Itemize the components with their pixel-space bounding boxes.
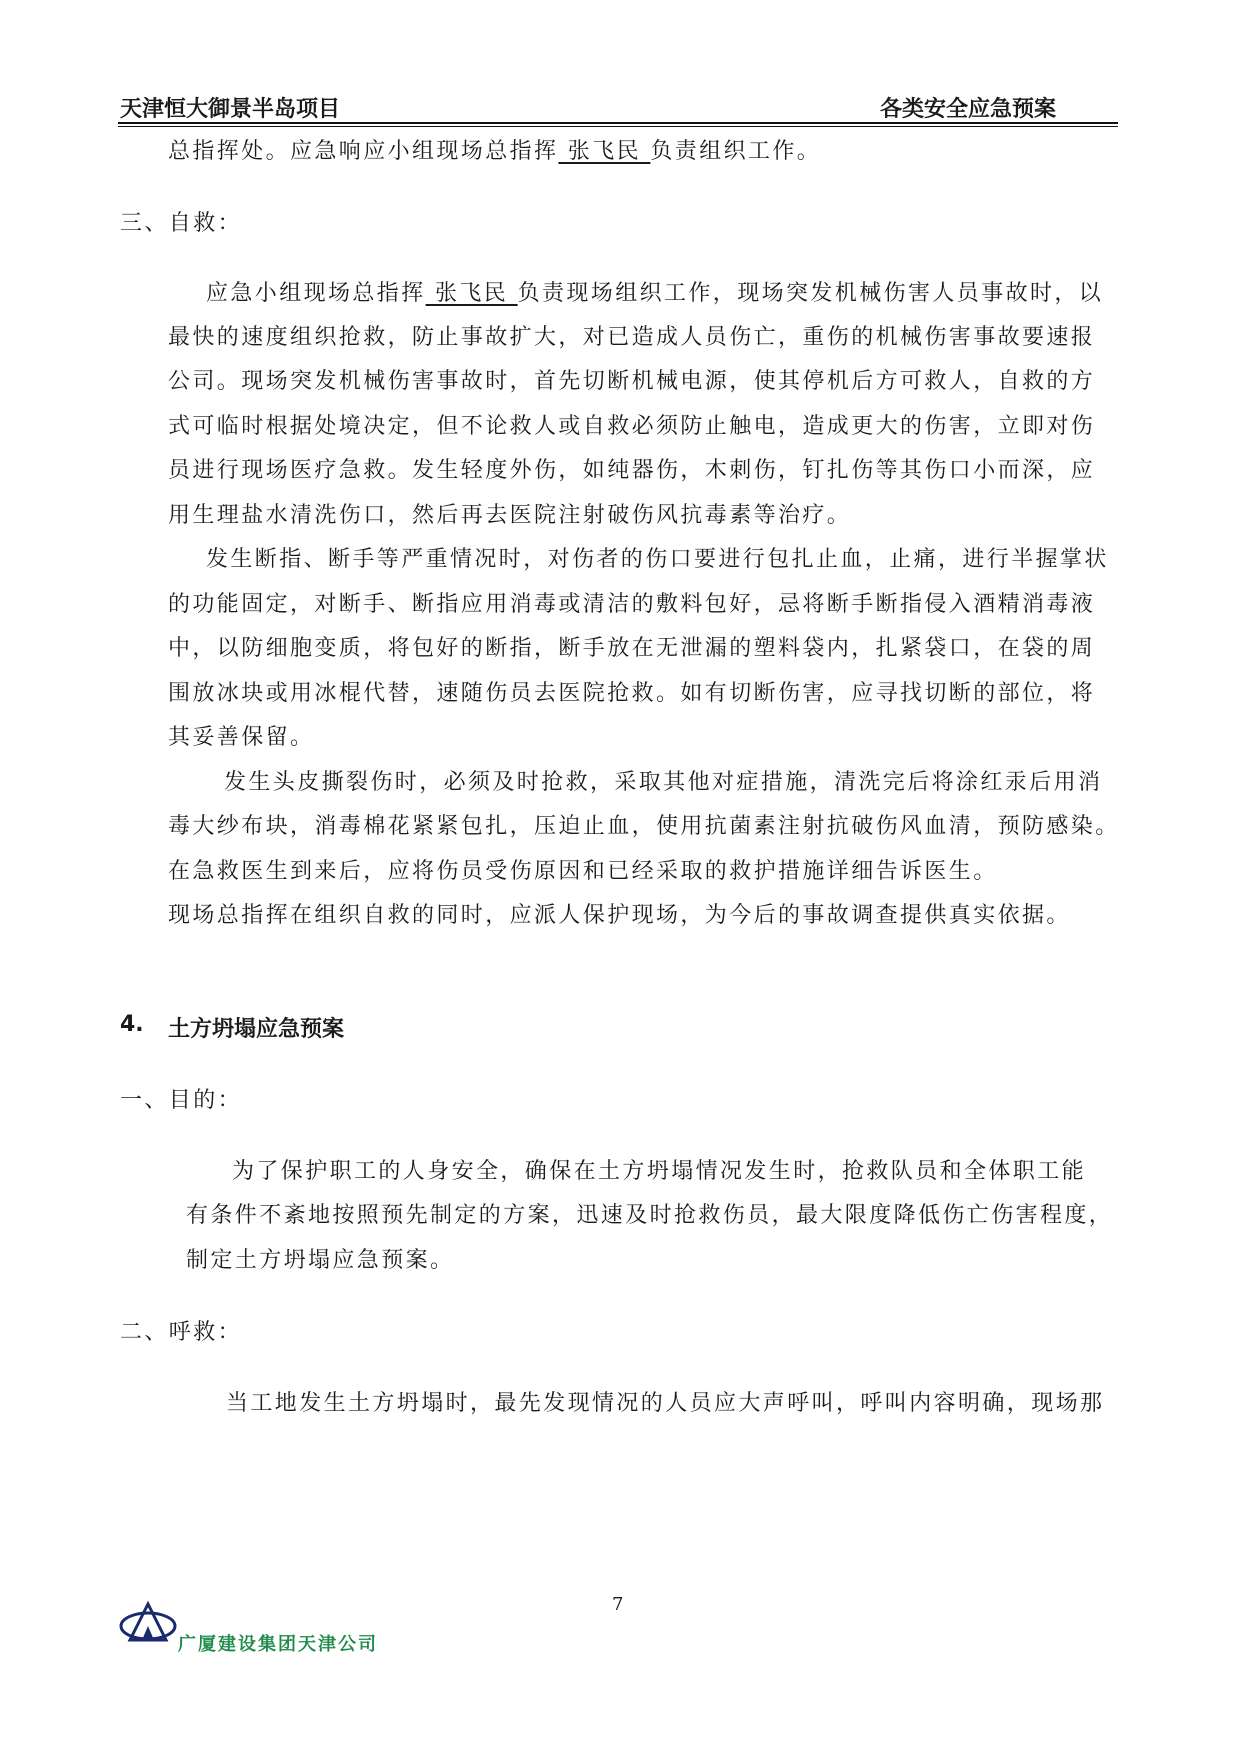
section-title: 土方坍塌应急预案 — [168, 1017, 345, 1042]
header-document-title: 各类安全应急预案 — [880, 97, 1057, 122]
section-heading-purpose: 一、目的： — [120, 1088, 243, 1113]
section-number: 4. — [120, 1012, 144, 1037]
company-logo-icon — [118, 1596, 178, 1644]
paragraph-line: 现场总指挥在组织自救的同时，应派人保护现场，为今后的事故调查提供真实依据。 — [168, 903, 1071, 928]
paragraph-line: 中，以防细胞变质，将包好的断指，断手放在无泄漏的塑料袋内，扎紧袋口，在袋的周 — [168, 636, 1096, 661]
paragraph-line: 围放冰块或用冰棍代替，速随伤员去医院抢救。如有切断伤害，应寻找切断的部位，将 — [168, 681, 1096, 706]
section-heading-call-for-help: 二、呼救： — [120, 1320, 243, 1345]
paragraph-line: 公司。现场突发机械伤害事故时，首先切断机械电源，使其停机后方可救人，自救的方 — [168, 369, 1096, 394]
paragraph-line: 毒大纱布块，消毒棉花紧紧包扎，压迫止血，使用抗菌素注射抗破伤风血清，预防感染。 — [168, 814, 1120, 839]
paragraph-line: 发生头皮撕裂伤时，必须及时抢救，采取其他对症措施，清洗完后将涂红汞后用消 — [224, 770, 1103, 795]
header-divider — [118, 122, 1118, 127]
paragraph-line: 为了保护职工的人身安全，确保在土方坍塌情况发生时，抢救队员和全体职工能 — [232, 1159, 1087, 1184]
paragraph-line: 在急救医生到来后，应将伤员受伤原因和已经采取的救护措施详细告诉医生。 — [168, 859, 998, 884]
paragraph-line: 最快的速度组织抢救，防止事故扩大，对已造成人员伤亡，重伤的机械伤害事故要速报 — [168, 325, 1096, 350]
footer-company-name: 广厦建设集团天津公司 — [178, 1634, 378, 1655]
text-segment: 负责现场组织工作，现场突发机械伤害人员事故时，以 — [517, 281, 1104, 306]
text-segment: 负责组织工作。 — [650, 139, 822, 164]
commander-name: 张飞民 — [425, 281, 518, 306]
text-segment: 总指挥处。应急响应小组现场总指挥 — [168, 139, 559, 164]
page-number: 7 — [612, 1594, 624, 1615]
text-segment: 应急小组现场总指挥 — [206, 281, 426, 306]
paragraph-line: 用生理盐水清洗伤口，然后再去医院注射破伤风抗毒素等治疗。 — [168, 503, 852, 528]
paragraph-line: 式可临时根据处境决定，但不论救人或自救必须防止触电，造成更大的伤害，立即对伤 — [168, 414, 1096, 439]
paragraph-line: 其妥善保留。 — [168, 725, 315, 750]
header-project-name: 天津恒大御景半岛项目 — [120, 97, 341, 122]
paragraph-line: 的功能固定，对断手、断指应用消毒或清洁的敷料包好，忌将断手断指侵入酒精消毒液 — [168, 592, 1096, 617]
paragraph-line: 有条件不紊地按照预先制定的方案，迅速及时抢救伤员，最大限度降低伤亡伤害程度， — [186, 1203, 1114, 1228]
section-heading-self-rescue: 三、自救： — [120, 211, 243, 236]
paragraph-line — [168, 134, 821, 165]
paragraph-line: 当工地发生土方坍塌时，最先发现情况的人员应大声呼叫，呼叫内容明确，现场那 — [226, 1391, 1105, 1416]
paragraph-line: 发生断指、断手等严重情况时，对伤者的伤口要进行包扎止血，止痛，进行半握掌状 — [206, 547, 1109, 572]
commander-name: 张飞民 — [558, 139, 651, 164]
paragraph-line — [206, 276, 1103, 307]
paragraph-line: 制定土方坍塌应急预案。 — [186, 1248, 455, 1273]
paragraph-line: 员进行现场医疗急救。发生轻度外伤，如纯器伤，木刺伤，钉扎伤等其伤口小而深，应 — [168, 458, 1096, 483]
